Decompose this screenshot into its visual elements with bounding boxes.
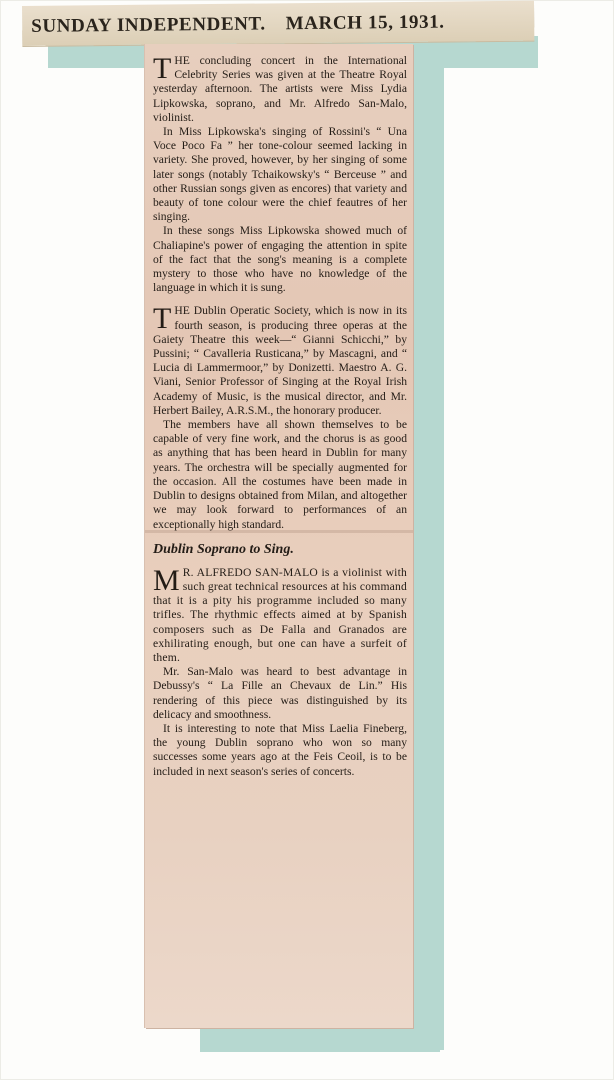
paragraph: The members have all shown themselves to be capable of very fine work, and the chorus is as good as anything that has been heard in Dublin for many years. The orchestra will be specially augmented for the occasion. All the costumes have been made in Dublin to designs obtained from Milan, and altogether we may look forward to performances of an exceptionally high standard. [153, 418, 407, 531]
drop-cap: T [153, 52, 172, 85]
concert-review-section [153, 54, 407, 295]
paragraph: In these songs Miss Lipkowska showed much of Chaliapine's power of engaging the attention in spite of the fact that the song's meaning is a complete mystery to those who have no knowledge of the language in which it is sung. [153, 224, 407, 295]
paragraph [153, 304, 407, 418]
violinist-section [153, 563, 407, 779]
section-heading: Dublin Soprano to Sing. [153, 541, 294, 557]
operatic-society-section [153, 304, 407, 531]
issue-date: MARCH 15, 1931. [285, 11, 445, 35]
article-column [153, 54, 407, 779]
drop-cap: T [153, 302, 172, 336]
masthead-text [31, 11, 528, 38]
paragraph-text: HE concluding concert in the International Celebrity Series was given at the Theatre Royal yesterday afternoon. The artists were Miss Lydia Lipkowska, soprano, and Mr. Alfredo San-Malo, violinist. [153, 54, 407, 124]
newspaper-masthead [22, 1, 534, 46]
paragraph-text: HE Dublin Operatic Society, which is now in its fourth season, is producing three operas at the Gaiety Theatre this week—“ Gianni Schicchi,” by Pussini; “ Cavalleria Rusticana,” by Mascagni, and “ Lucia di Lammermoor,” by Donizetti. Maestro A. G. Viani, Senior Professor of Singing at the Royal Irish Academy of Music, is the musical director, and Mr. Herbert Bailey, A.R.S.M., the honorary producer. [153, 304, 407, 417]
newspaper-clipping [145, 44, 413, 1028]
paragraph: It is interesting to note that Miss Laelia Fineberg, the young Dublin soprano who won so many successes some years ago at the Feis Ceoil, is to be included in next season's series of concerts. [153, 721, 407, 778]
paragraph: In Miss Lipkowska's singing of Rossini's “ Una Voce Poco Fa ” her tone-colour seemed lacking in variety. She proved, however, by her singing of some later songs (notably Tchaikowsky's “ Berceuse ” and other Russian songs given as encores) that variety and beauty of tone colour were the chief feautres of her singing. [153, 125, 407, 224]
paragraph [153, 563, 407, 665]
paragraph: Mr. San-Malo was heard to best advantage in Debussy's “ La Fille an Chevaux de Lin.” His rendering of this piece was distinguished by its delicacy and smoothness. [153, 665, 407, 721]
paragraph [153, 54, 407, 125]
paragraph-text: R. ALFREDO SAN-MALO is a violinist with such great technical resources at his command that it is a pity his programme included so many trifles. The rhythmic effects aimed at by Spanish composers such as De Falla and Granados are exhilirating enough, but one can have a surfeit of them. [153, 565, 407, 664]
drop-cap: M [153, 563, 180, 597]
newspaper-name: SUNDAY INDEPENDENT. [31, 13, 266, 37]
